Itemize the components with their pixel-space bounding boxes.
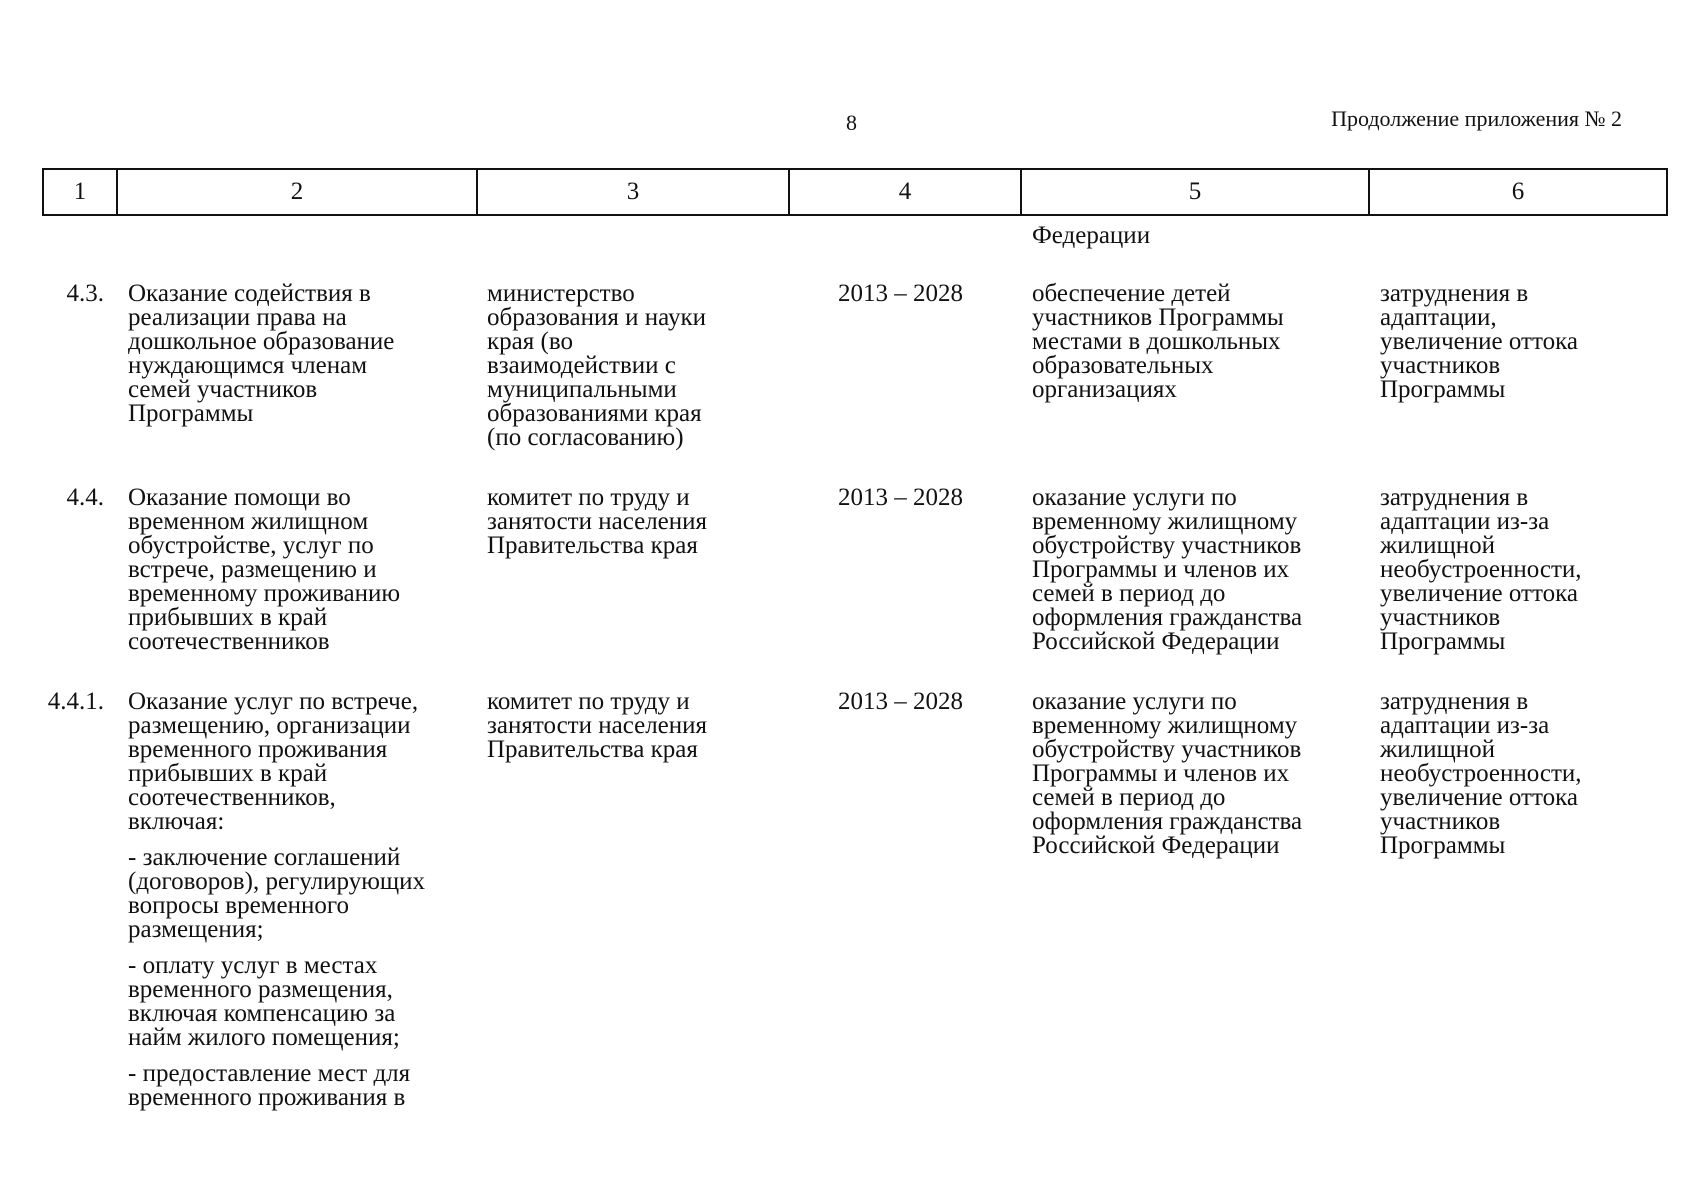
text-line: дошкольное образование xyxy=(128,328,395,355)
row-number: 4.4.1. xyxy=(47,688,104,715)
column-header: 5 xyxy=(1021,169,1369,215)
text-line: размещению, организации xyxy=(128,712,411,739)
column-header: 6 xyxy=(1369,169,1667,215)
text-line: соотечественников, xyxy=(128,784,336,811)
text-line: Программы xyxy=(1380,832,1506,859)
text-line: взаимодействии с xyxy=(487,352,676,379)
row-result-text xyxy=(1032,486,1302,654)
text-line: адаптации из-за xyxy=(1380,712,1550,739)
text-line: министерство xyxy=(487,280,635,307)
row-period: 2013 – 2028 xyxy=(838,280,963,307)
row-executor-text xyxy=(487,282,706,450)
text-line: жилищной xyxy=(1380,532,1496,559)
text-line: прибывших в край xyxy=(128,604,328,631)
text-line: семей участников xyxy=(128,376,318,403)
text-line: семей в период до xyxy=(1032,784,1226,811)
row-number: 4.4. xyxy=(66,484,104,511)
text-line: увеличение оттока xyxy=(1380,328,1578,355)
text-line: адаптации, xyxy=(1380,304,1497,331)
column-header: 2 xyxy=(117,169,477,215)
text-line: адаптации из-за xyxy=(1380,508,1550,535)
text-line: временному проживанию xyxy=(128,580,401,607)
row-number: 4.3. xyxy=(66,280,104,307)
text-line: временном жилищном xyxy=(128,508,369,535)
row-description xyxy=(128,282,394,426)
row-result-text xyxy=(1032,690,1302,858)
description-sub-item xyxy=(128,1062,425,1110)
text-line: (по согласованию) xyxy=(487,424,684,451)
text-line: (договоров), регулирующих xyxy=(128,868,426,895)
row-executor xyxy=(487,282,706,450)
row-consequence-text xyxy=(1380,282,1578,402)
column-header: 1 xyxy=(43,169,117,215)
text-line: участников xyxy=(1380,604,1501,631)
text-line: муниципальными xyxy=(487,376,677,403)
row-consequence-text xyxy=(1380,690,1582,858)
text-line: Программы и членов их xyxy=(1032,556,1290,583)
description-sub-item xyxy=(128,846,425,942)
text-line: образованиями края xyxy=(487,400,702,427)
text-line: обустройству участников xyxy=(1032,736,1302,763)
text-line: необустроенности, xyxy=(1380,556,1582,583)
row-executor xyxy=(487,486,707,558)
text-line: Программы и членов их xyxy=(1032,760,1290,787)
text-line: вопросы временного xyxy=(128,892,349,919)
page-number: 8 xyxy=(846,110,857,135)
row-result-text xyxy=(1032,282,1284,402)
row-executor xyxy=(487,690,707,762)
row-period: 2013 – 2028 xyxy=(838,688,963,715)
text-line: реализации права на xyxy=(128,304,347,331)
text-line: занятости населения xyxy=(487,508,708,535)
text-line: Программы xyxy=(1380,376,1506,403)
text-line: образования и науки xyxy=(487,304,706,331)
row-result xyxy=(1032,690,1302,858)
row-consequence xyxy=(1380,690,1582,858)
text-line: затруднения в xyxy=(1380,688,1529,715)
text-line: включая: xyxy=(128,808,225,835)
text-line: Российской Федерации xyxy=(1032,628,1280,655)
text-line: увеличение оттока xyxy=(1380,580,1578,607)
column-header: 4 xyxy=(789,169,1021,215)
text-line: комитет по труду и xyxy=(487,484,690,511)
text-line: обустройстве, услуг по xyxy=(128,532,374,559)
text-line: временного размещения, xyxy=(128,976,393,1003)
text-line: Российской Федерации xyxy=(1032,832,1280,859)
text-line: местами в дошкольных xyxy=(1032,328,1281,355)
description-sub-item xyxy=(128,954,425,1050)
row-result xyxy=(1032,282,1284,402)
text-line: Программы xyxy=(128,400,254,427)
text-line: нуждающимся членам xyxy=(128,352,368,379)
description-text xyxy=(128,282,394,426)
text-line: временного проживания в xyxy=(128,1084,406,1111)
text-line: края (во xyxy=(487,328,573,355)
column-number-header xyxy=(42,168,1668,216)
text-line: жилищной xyxy=(1380,736,1496,763)
text-line: обеспечение детей xyxy=(1032,280,1231,307)
text-line: - заключение соглашений xyxy=(128,844,401,871)
text-line: необустроенности, xyxy=(1380,760,1582,787)
text-line: временного проживания xyxy=(128,736,388,763)
text-line: Программы xyxy=(1380,628,1506,655)
text-line: размещения; xyxy=(128,916,264,943)
text-line: найм жилого помещения; xyxy=(128,1024,400,1051)
text-line: оказание услуги по xyxy=(1032,688,1237,715)
text-line: временному жилищному xyxy=(1032,508,1298,535)
column-header: 3 xyxy=(477,169,789,215)
carryover-text: Федерации xyxy=(1032,222,1151,249)
text-line: - оплату услуг в местах xyxy=(128,952,378,979)
text-line: занятости населения xyxy=(487,712,708,739)
description-text xyxy=(128,486,400,654)
text-line: соотечественников xyxy=(128,628,330,655)
text-line: семей в период до xyxy=(1032,580,1226,607)
text-line: участников xyxy=(1380,808,1501,835)
text-line: Оказание содействия в xyxy=(128,280,371,307)
text-line: увеличение оттока xyxy=(1380,784,1578,811)
description-text xyxy=(128,690,425,834)
text-line: образовательных xyxy=(1032,352,1214,379)
text-line: оформления гражданства xyxy=(1032,604,1303,631)
text-line: организациях xyxy=(1032,376,1177,403)
text-line: обустройству участников xyxy=(1032,532,1302,559)
row-executor-text xyxy=(487,486,707,558)
text-line: временному жилищному xyxy=(1032,712,1298,739)
row-consequence xyxy=(1380,282,1578,402)
text-line: затруднения в xyxy=(1380,484,1529,511)
row-period: 2013 – 2028 xyxy=(838,484,963,511)
text-line: включая компенсацию за xyxy=(128,1000,396,1027)
text-line: комитет по труду и xyxy=(487,688,690,715)
row-consequence-text xyxy=(1380,486,1582,654)
text-line: затруднения в xyxy=(1380,280,1529,307)
text-line: встрече, размещению и xyxy=(128,556,377,583)
text-line: Оказание помощи во xyxy=(128,484,351,511)
text-line: участников xyxy=(1380,352,1501,379)
row-description xyxy=(128,690,425,1110)
text-line: прибывших в край xyxy=(128,760,328,787)
text-line: оказание услуги по xyxy=(1032,484,1237,511)
row-description xyxy=(128,486,400,654)
text-line: участников Программы xyxy=(1032,304,1284,331)
row-executor-text xyxy=(487,690,707,762)
appendix-continuation-label: Продолжение приложения № 2 xyxy=(1331,106,1622,131)
text-line: Оказание услуг по встрече, xyxy=(128,688,419,715)
text-line: - предоставление мест для xyxy=(128,1060,411,1087)
text-line: Правительства края xyxy=(487,532,698,559)
text-line: оформления гражданства xyxy=(1032,808,1303,835)
row-consequence xyxy=(1380,486,1582,654)
row-result xyxy=(1032,486,1302,654)
text-line: Правительства края xyxy=(487,736,698,763)
